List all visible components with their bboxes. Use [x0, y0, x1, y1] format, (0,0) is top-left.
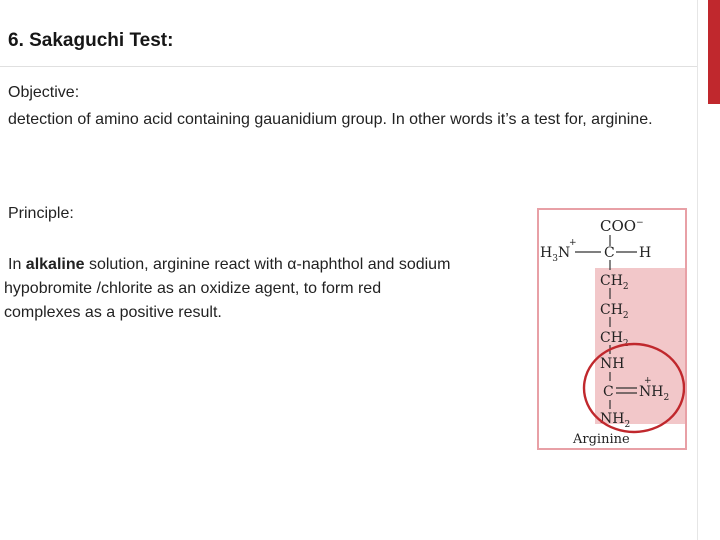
objective-text: detection of amino acid containing gauanidium group. In other words it’s a test for, arginine. [8, 111, 653, 128]
slide-title: 6. Sakaguchi Test: [8, 30, 174, 51]
principle-line-1-start: In [8, 256, 26, 273]
principle-line-2: hypobromite /chlorite as an oxidize agent, to form red [4, 280, 382, 297]
ch2-delta-label: $CH_2$ [600, 330, 629, 349]
terminal-nh2-label: $NH_2$ [600, 411, 631, 430]
principle-text [4, 253, 532, 325]
guanidino-charge: + [644, 376, 652, 386]
side-chain-highlight [595, 268, 685, 424]
slide-accent-bar [708, 0, 720, 104]
title-divider [0, 66, 697, 67]
principle-label: Principle: [8, 205, 74, 222]
amino-charge: + [569, 238, 577, 248]
principle-line-3: complexes as a positive result. [4, 304, 222, 321]
carboxylate-label: COO− [600, 217, 644, 235]
ch2-gamma-label: $CH_2$ [600, 302, 629, 321]
arginine-structure-diagram [539, 210, 685, 448]
principle-line-1 [4, 253, 532, 277]
nh-label: NH [600, 356, 625, 372]
guanidino-nh2-label: $NH_2$ [639, 384, 670, 403]
arginine-structure-figure [537, 208, 687, 450]
amino-group-label: $H_3N$ [540, 245, 571, 264]
alpha-carbon-label: C [604, 245, 615, 261]
guanidino-carbon-label: C [603, 384, 614, 400]
objective-label: Objective: [8, 84, 80, 101]
alpha-hydrogen-label: H [639, 245, 652, 261]
slide-vertical-rule [697, 0, 698, 540]
ch2-beta-label: $CH_2$ [600, 273, 629, 292]
principle-line-1-end: solution, arginine react with α-naphthol and sodium [84, 256, 451, 273]
figure-caption: Arginine [573, 432, 630, 447]
principle-bold-word: alkaline [25, 256, 85, 273]
